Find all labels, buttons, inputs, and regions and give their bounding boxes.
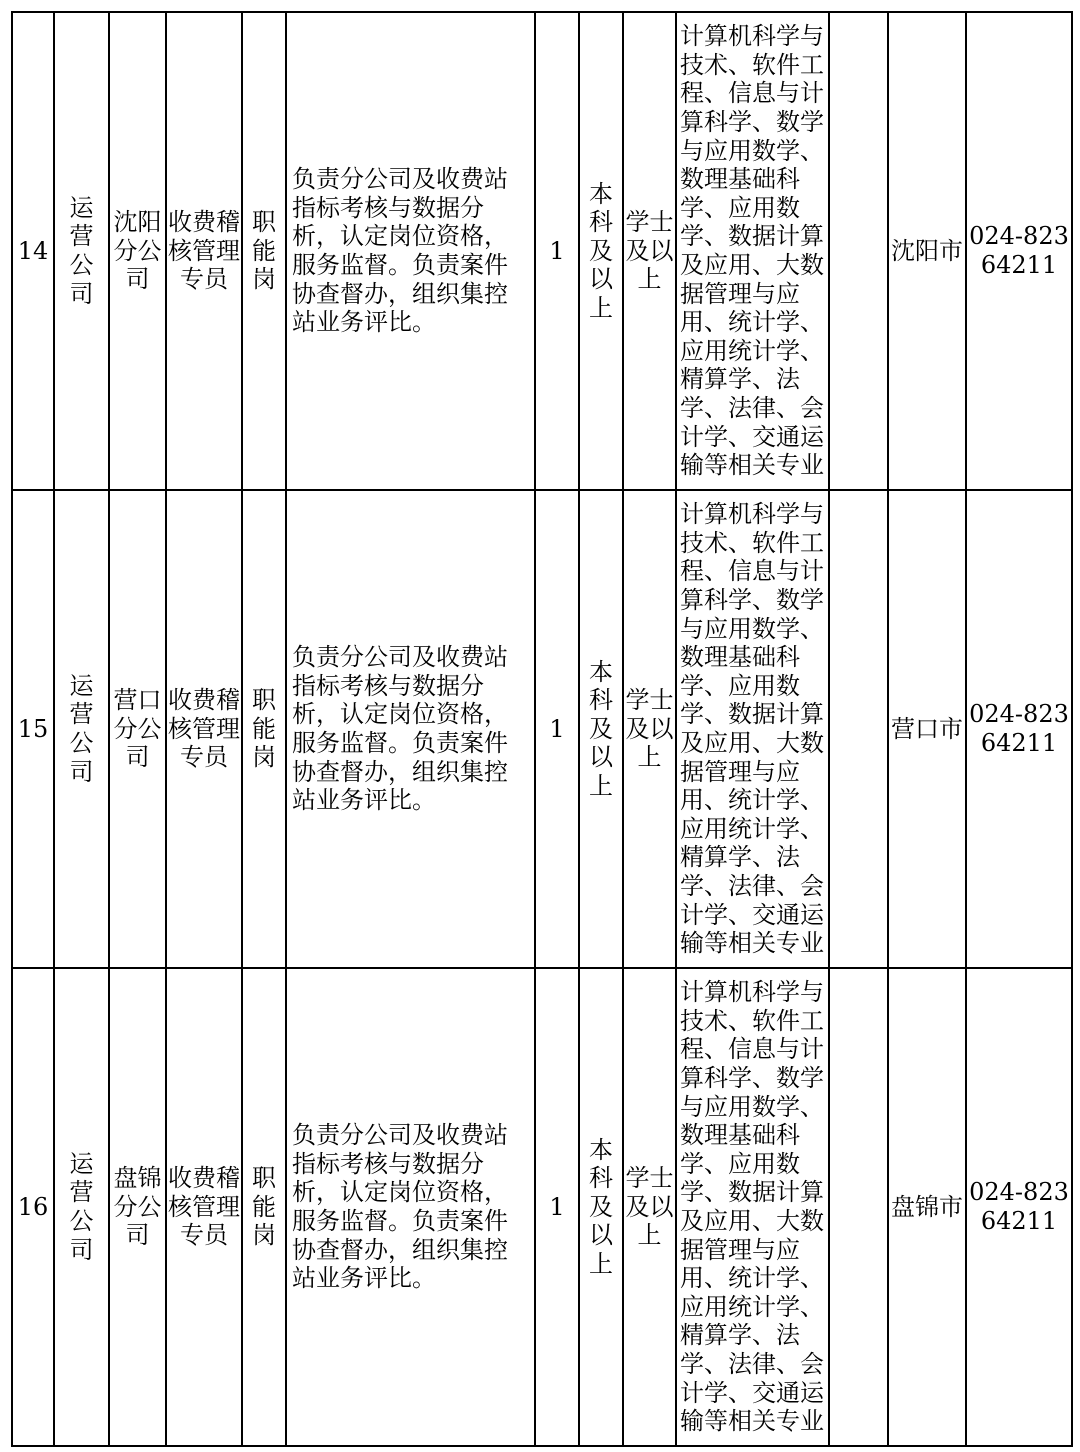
location-cell: 盘锦市 [888,968,966,1446]
duties: 负责分公司及收费站指标考核与数据分析，认定岗位资格，服务监督。负责案件协查督办，组织集控站业务评比。 [292,643,508,815]
education-cell [579,12,623,490]
position: 收费稽核管理专员 [168,686,240,772]
education: 本科及以上 [589,657,613,800]
remark-cell [829,490,888,968]
major-cell [676,490,829,968]
education: 本科及以上 [589,1135,613,1278]
major: 计算机科学与技术、软件工程、信息与计算科学、数学与应用数学、数理基础科学、应用数学、数据计算及应用、大数据管理与应用、统计学、应用统计学、精算学、法学、法律、会计学、交通运输等相关专业 [680,978,824,1436]
major: 计算机科学与技术、软件工程、信息与计算科学、数学与应用数学、数理基础科学、应用数学、数据计算及应用、大数据管理与应用、统计学、应用统计学、精算学、法学、法律、会计学、交通运输等相关专业 [680,22,824,480]
unit-cell [109,968,166,1446]
category-cell [242,968,286,1446]
education-cell [579,968,623,1446]
degree-cell [623,490,676,968]
category: 职能岗 [252,208,276,294]
degree: 学士及以上 [625,686,674,772]
company-cell [54,968,109,1446]
duties-cell [286,12,535,490]
category-cell [242,12,286,490]
position-cell [166,968,242,1446]
education-cell [579,490,623,968]
unit: 营口分公司 [113,686,162,772]
phone: 024-82364211 [969,222,1069,279]
position: 收费稽核管理专员 [168,208,240,294]
major-cell [676,12,829,490]
category: 职能岗 [252,1164,276,1250]
degree-cell [623,968,676,1446]
table-row [12,12,1072,490]
category-cell [242,490,286,968]
table-row [12,968,1072,1446]
recruitment-table [11,11,1073,1447]
row-number: 15 [12,490,54,968]
position: 收费稽核管理专员 [168,1164,240,1250]
count-cell: 1 [535,490,579,968]
phone: 024-82364211 [969,700,1069,757]
row-number: 14 [12,12,54,490]
count-cell: 1 [535,12,579,490]
duties: 负责分公司及收费站指标考核与数据分析，认定岗位资格，服务监督。负责案件协查督办，组织集控站业务评比。 [292,165,508,337]
remark-cell [829,12,888,490]
company-cell [54,12,109,490]
unit: 沈阳分公司 [113,208,162,294]
education: 本科及以上 [589,179,613,322]
unit-cell [109,490,166,968]
row-number: 16 [12,968,54,1446]
location-cell: 沈阳市 [888,12,966,490]
unit-cell [109,12,166,490]
company-cell [54,490,109,968]
unit: 盘锦分公司 [113,1164,162,1250]
table-row [12,490,1072,968]
company: 运营公司 [69,193,94,308]
count-cell: 1 [535,968,579,1446]
phone-cell [966,490,1072,968]
company: 运营公司 [69,1149,94,1264]
position-cell [166,12,242,490]
major: 计算机科学与技术、软件工程、信息与计算科学、数学与应用数学、数理基础科学、应用数学、数据计算及应用、大数据管理与应用、统计学、应用统计学、精算学、法学、法律、会计学、交通运输等相关专业 [680,500,824,958]
degree: 学士及以上 [625,1164,674,1250]
company: 运营公司 [69,671,94,786]
phone: 024-82364211 [969,1178,1069,1235]
duties: 负责分公司及收费站指标考核与数据分析，认定岗位资格，服务监督。负责案件协查督办，组织集控站业务评比。 [292,1121,508,1293]
phone-cell [966,12,1072,490]
position-cell [166,490,242,968]
degree: 学士及以上 [625,208,674,294]
location-cell: 营口市 [888,490,966,968]
phone-cell [966,968,1072,1446]
remark-cell [829,968,888,1446]
duties-cell [286,490,535,968]
category: 职能岗 [252,686,276,772]
duties-cell [286,968,535,1446]
degree-cell [623,12,676,490]
major-cell [676,968,829,1446]
